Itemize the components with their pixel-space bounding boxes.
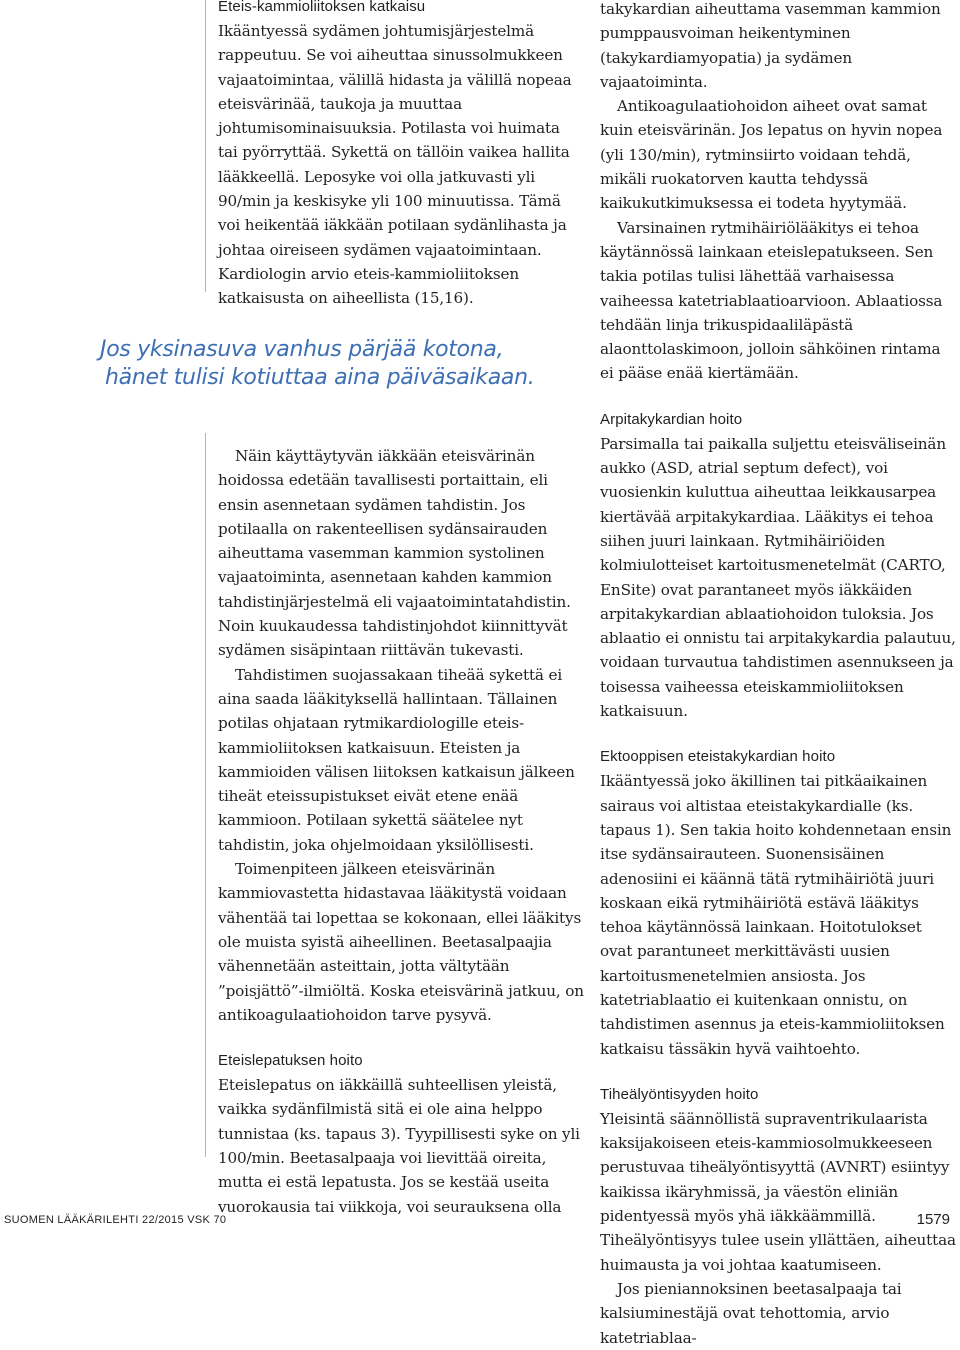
section-heading-scar-tachycardia: Arpitakykardian hoito bbox=[600, 410, 743, 428]
left-column-bottom bbox=[218, 444, 584, 1219]
paragraph: Eteislepatus on iäkkäillä suhteellisen yleistä, vaikka sydänfilmistä sitä ei ole aina helppo tunnistaa (ks. tapaus 3). Tyypillisesti syke on yli 100/min. Beetasalpaaja voi lievittää oireita, mutta ei estä lepatusta. Jos se kestää useita vuorokausia tai viikkoja, voi seurauksena olla bbox=[218, 1076, 580, 1216]
right-column bbox=[600, 0, 956, 1350]
paragraph: Tahdistimen suojassakaan tiheää sykettä ei aina saada lääkityksellä hallintaan. Tällainen potilas ohjataan rytmikardiologille eteis-kammioliitoksen katkaisuun. Eteisten ja kammioiden välisen liitoksen katkaisun jälkeen tiheät eteissupistukset eivät etene enää kammioon. Potilaan sykettä säätelee nyt tahdistin, joka ohjelmoidaan yksilöllisesti. bbox=[218, 665, 575, 854]
page-footer bbox=[4, 1211, 956, 1230]
paragraph: Ikääntyessä joko äkillinen tai pitkäaikainen sairaus voi altistaa eteistakykardialle (ks. tapaus 1). Sen takia hoito kohdennetaan ensin itse sydänsairauteen. Suonensisäinen adenosiini ei käännä tätä rytmihäiriötä juuri koskaan eikä rytmihäiriötä estävä lääkitys tehoa käytännössä lainkaan. Hoitotulokset ovat parantuneet merkittävästi uusien kartoitusmenetelmien ansiosta. Jos katetriablaatio ei kuitenkaan onnistu, on tahdistimen asennus ja eteis-kammioliitoksen katkaisu tässäkin hyvä vaihtoehto. bbox=[600, 772, 952, 1058]
pull-quote-line: hänet tulisi kotiuttaa aina päiväsaikaan. bbox=[105, 365, 535, 390]
section-heading-avnrt: Tiheälyöntisyyden hoito bbox=[600, 1085, 759, 1103]
section-heading-ectopic-atrial-tachycardia: Ektooppisen eteistakykardian hoito bbox=[600, 748, 836, 766]
column-rule-bottom bbox=[205, 433, 206, 1157]
column-rule-top bbox=[205, 0, 206, 292]
paragraph: Jos pieniannoksinen beetasalpaaja tai kalsiuminestäjä ovat tehottomia, arvio katetriablaa- bbox=[600, 1279, 902, 1347]
journal-name: SUOMEN LÄÄKÄRILEHTI 22/2015 VSK 70 bbox=[4, 1214, 227, 1226]
section-heading-atrial-flutter: Eteislepatuksen hoito bbox=[218, 1052, 363, 1070]
pull-quote bbox=[100, 336, 540, 392]
page-number: 1579 bbox=[916, 1211, 950, 1228]
left-column-top bbox=[218, 0, 584, 311]
paragraph: Antikoagulaatiohoidon aiheet ovat samat kuin eteisvärinän. Jos lepatus on hyvin nopea (yli 130/min), rytminsiirto voidaan tehdä, mikäli ruokatorven kautta tehdyssä kaikukutkimuksessa ei todeta hyytymää. bbox=[600, 97, 943, 213]
paragraph: Ikääntyessä sydämen johtumisjärjestelmä rappeutuu. Se voi aiheuttaa sinussolmukkeen vajaatoimintaa, välillä hidasta ja välillä nopeaa eteisvärinää, taukoja ja muuttaa johtumisominaisuuksia. Potilasta voi huimata tai pyörryttää. Sykettä on tällöin vaikea hallita lääkkeellä. Leposyke voi olla jatkuvasti yli 90/min ja keskisyke yli 100 minuutissa. Tämä voi heikentää iäkkään potilaan sydänlihasta ja johtaa oireiseen sydämen vajaatoimintaan. Kardiologin arvio eteis-kammioliitoksen katkaisusta on aiheellista (15,16). bbox=[218, 22, 572, 308]
pull-quote-line: Jos yksinasuva vanhus pärjää kotona, bbox=[100, 337, 504, 362]
section-heading-av-node-ablation: Eteis-kammioliitoksen katkaisu bbox=[218, 0, 426, 15]
paragraph: Yleisintä säännöllistä supraventrikulaarista kaksijakoiseen eteis-kammiosolmukkeeseen perustuvaa tiheälyöntisyyttä (AVNRT) esiintyy kaikissa ikäryhmissä, ja väestön eliniän pidentyessä myös yhä iäkkäämmillä. Tiheälyöntisyys tulee usein yllättäen, aiheuttaa huimausta ja voi johtaa kaatumiseen. bbox=[600, 1109, 956, 1274]
paragraph: Parsimalla tai paikalla suljettu eteisväliseinän aukko (ASD, atrial septum defect), voi vuosienkin kuluttua aiheuttaa leikkausarpea kiertävää arpitakykardiaa. Lääkitys ei tehoa siihen juuri lainkaan. Rytmihäiriöiden kolmiulotteiset kartoitusmenetelmät (CARTO, EnSite) ovat parantaneet myös iäkkäiden arpitakykardian ablaatiohoidon tuloksia. Jos ablaatio ei onnistu tai arpitakykardia palautuu, voidaan turvautua tahdistimen asennukseen ja toisessa vaiheessa eteiskammioliitoksen katkaisuun. bbox=[600, 434, 956, 721]
paragraph: Toimenpiteen jälkeen eteisvärinän kammiovastetta hidastavaa lääkitystä voidaan vähentää tai lopettaa se kokonaan, ellei lääkitys ole muista syistä aiheellinen. Beetasalpaajia vähennetään asteittain, jotta vältytään ”poisjättö”-ilmiöltä. Koska eteisvärinä jatkuu, on antikoagulaatiohoidon tarve pysyvä. bbox=[218, 860, 584, 1024]
paragraph: Näin käyttäytyvän iäkkään eteisvärinän hoidossa edetään tavallisesti portaittain, eli ensin asennetaan sydämen tahdistin. Jos potilaalla on rakenteellisen sydänsairauden aiheuttama vasemman kammion systolinen vajaatoiminta, asennetaan kahden kammion tahdistinjärjestelmä eli vajaatoimintatahdistin. Noin kuukaudessa tahdistinjohdot kiinnittyvät sydämen sisäpintaan riittävän tukevasti. bbox=[218, 447, 571, 660]
paragraph: takykardian aiheuttama vasemman kammion pumppausvoiman heikentyminen (takykardiamyopatia) ja sydämen vajaatoiminta. bbox=[600, 0, 941, 91]
paragraph: Varsinainen rytmihäiriölääkitys ei tehoa käytännössä lainkaan eteislepatukseen. Sen takia potilas tulisi lähettää varhaisessa vaiheessa katetriablaatioarvioon. Ablaatiossa tehdään linja trikuspidaaliläpästä alaonttolaskimoon, jolloin sähköinen rintama ei pääse enää kiertämään. bbox=[600, 218, 943, 383]
